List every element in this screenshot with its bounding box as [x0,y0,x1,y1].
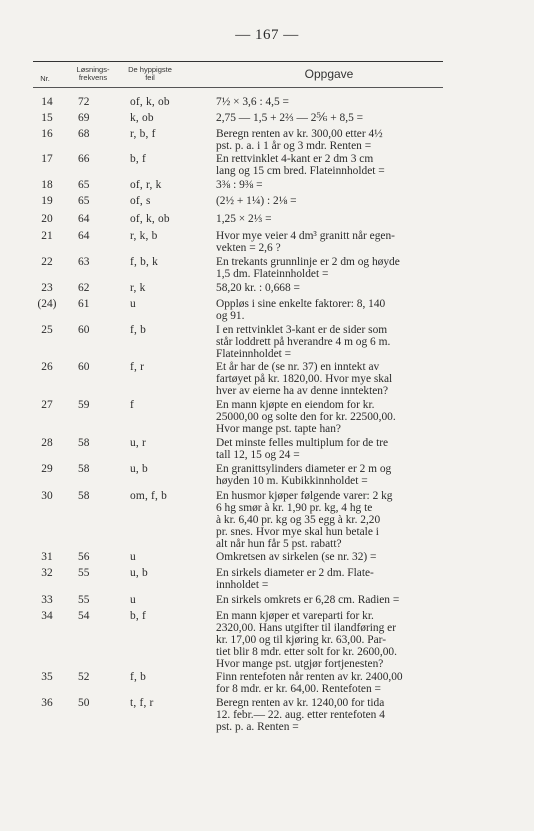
common-errors: b, f [130,153,146,165]
task-text-line: Hvor mye veier 4 dm³ granitt når egen- [216,230,395,242]
solution-frequency: 52 [78,671,90,683]
task-text-line: pr. snes. Hvor mye skal hun betale i [216,526,379,538]
task-text-line: kr. 17,00 og til kjøring kr. 63,00. Par- [216,634,386,646]
task-number: 33 [41,594,53,606]
solution-frequency: 58 [78,463,90,475]
task-text-line: høyden 10 m. Kubikkinnholdet = [216,475,368,487]
column-header-errors-line2: feil [145,73,155,82]
task-number: 30 [41,490,53,502]
task-text-line: tall 12, 15 og 24 = [216,449,300,461]
solution-frequency: 50 [78,697,90,709]
task-text-line: pst. p. a. Renten = [216,721,299,733]
task-number: (24) [37,298,57,310]
task-text-line: alt når hun får 5 pst. rabatt? [216,538,342,550]
solution-frequency: 61 [78,298,90,310]
task-text [216,96,446,108]
task-text-line: En rettvinklet 4-kant er 2 dm 3 cm [216,153,374,165]
header-bottom-rule [33,87,443,88]
common-errors: u [130,298,136,310]
task-number: 26 [41,361,53,373]
task-text [216,112,446,124]
task-text-line: 2,75 — 1,5 + 2⅔ — 2⅚ + 8,5 = [216,112,364,124]
common-errors: om, f, b [130,490,168,502]
common-errors: f, b [130,671,146,683]
task-number: 15 [41,112,53,124]
task-number: 19 [41,195,53,207]
common-errors: k, ob [130,112,154,124]
task-text-line: 7½ × 3,6 : 4,5 = [216,96,289,108]
task-text-line: Hvor mange pst. utgjør fortjenesten? [216,658,384,670]
page-number: — 167 — [235,27,299,43]
task-text-line: 3⅜ : 9⅜ = [216,179,263,191]
common-errors: t, f, r [130,697,154,709]
column-header-errors-line1: De hyppigste [128,65,172,74]
common-errors: of, r, k [130,179,162,191]
task-text [216,490,446,550]
task-number: 32 [41,567,53,579]
task-text [216,298,446,322]
task-text-line: 25000,00 og solte den for kr. 22500,00. [216,411,396,423]
solution-frequency: 55 [78,567,90,579]
column-header-frequency [66,66,120,82]
task-text-line: à kr. 6,40 pr. kg og 35 egg à kr. 2,20 [216,514,381,526]
task-text-line: 12. febr.— 22. aug. etter rentefoten 4 [216,709,385,721]
task-number: 16 [41,128,53,140]
solution-frequency: 72 [78,96,90,108]
task-text [216,437,446,461]
common-errors: f, b [130,324,146,336]
task-text-line: Et år har de (se nr. 37) en inntekt av [216,361,380,373]
common-errors: u [130,551,136,563]
task-text [216,551,446,563]
task-text-line: 1,5 dm. Flateinnholdet = [216,268,329,280]
task-text-line: En trekants grunnlinje er 2 dm og høyde [216,256,400,268]
task-text [216,282,446,294]
task-text-line: I en rettvinklet 3-kant er de sider som [216,324,388,336]
task-text [216,399,446,435]
task-number: 14 [41,96,53,108]
task-text-line: hver av eierne ha av denne inntekten? [216,385,389,397]
task-text-line: Det minste felles multiplum for de tre [216,437,389,449]
task-number: 25 [41,324,53,336]
solution-frequency: 55 [78,594,90,606]
task-number: 36 [41,697,53,709]
solution-frequency: 60 [78,324,90,336]
solution-frequency: 65 [78,179,90,191]
task-text-line: lang og 15 cm bred. Flateinnholdet = [216,165,385,177]
common-errors: u, b [130,463,148,475]
task-text-line: står loddrett på hverandre 4 m og 6 m. [216,336,391,348]
task-text-line: pst. p. a. i 1 år og 3 mdr. Renten = [216,140,372,152]
solution-frequency: 58 [78,437,90,449]
column-header-frequency-line2: frekvens [78,73,108,82]
task-text [216,324,446,360]
common-errors: u, r [130,437,146,449]
task-text [216,230,446,254]
task-number: 27 [41,399,53,411]
task-text [216,610,446,670]
task-text [216,213,446,225]
solution-frequency: 69 [78,112,90,124]
task-text [216,179,446,191]
common-errors: b, f [130,610,146,622]
task-text-line: Oppløs i sine enkelte faktorer: 8, 140 [216,298,386,310]
task-text-line: En sirkels diameter er 2 dm. Flate- [216,567,374,579]
task-text-line: fartøyet på kr. 1820,00. Hvor mye skal [216,373,393,385]
common-errors: of, k, ob [130,213,170,225]
task-number: 20 [41,213,53,225]
common-errors: u [130,594,136,606]
task-text [216,671,446,695]
common-errors: of, s [130,195,151,207]
task-text-line: 1,25 × 2⅓ = [216,213,272,225]
header-top-rule [33,61,443,62]
task-text-line: 6 hg smør à kr. 1,90 pr. kg, 4 hg te [216,502,373,514]
task-text [216,128,446,152]
solution-frequency: 68 [78,128,90,140]
task-text [216,361,446,397]
task-text-line: 2320,00. Hans utgifter til ilandføring er [216,622,396,634]
solution-frequency: 60 [78,361,90,373]
task-number: 21 [41,230,53,242]
solution-frequency: 66 [78,153,90,165]
task-text-line: tiet blir 8 mdr. etter solt for kr. 2600,00. [216,646,397,658]
solution-frequency: 59 [78,399,90,411]
common-errors: f, b, k [130,256,158,268]
task-number: 22 [41,256,53,268]
task-text-line: Hvor mange pst. tapte han? [216,423,341,435]
task-text-line: (2½ + 1¼) : 2⅛ = [216,195,297,207]
task-text-line: og 91. [216,310,245,322]
task-text-line: Finn rentefoten når renten av kr. 2400,00 [216,671,403,683]
column-header-task: Oppgave [304,67,354,81]
task-number: 35 [41,671,53,683]
solution-frequency: 56 [78,551,90,563]
solution-frequency: 63 [78,256,90,268]
task-text [216,153,446,177]
task-text-line: 58,20 kr. : 0,668 = [216,282,300,294]
task-text-line: En sirkels omkrets er 6,28 cm. Radien = [216,594,400,606]
column-header-nr: Nr. [40,74,50,83]
task-text [216,697,446,733]
solution-frequency: 65 [78,195,90,207]
task-text [216,256,446,280]
task-text-line: Omkretsen av sirkelen (se nr. 32) = [216,551,377,563]
task-text-line: En husmor kjøper følgende varer: 2 kg [216,490,393,502]
task-number: 28 [41,437,53,449]
column-header-errors [120,66,180,82]
common-errors: of, k, ob [130,96,170,108]
common-errors: r, k [130,282,146,294]
task-text-line: vekten = 2,6 ? [216,242,281,254]
task-number: 17 [41,153,53,165]
task-number: 18 [41,179,53,191]
task-number: 23 [41,282,53,294]
task-text-line: innholdet = [216,579,269,591]
common-errors: f [130,399,134,411]
solution-frequency: 62 [78,282,90,294]
column-header-frequency-line1: Løsnings- [76,65,110,74]
task-text-line: En mann kjøpte en eiendom for kr. [216,399,375,411]
task-text-line: Beregn renten av kr. 1240,00 for tida [216,697,385,709]
common-errors: r, b, f [130,128,156,140]
task-text-line: for 8 mdr. er kr. 64,00. Rentefoten = [216,683,381,695]
solution-frequency: 64 [78,230,90,242]
task-text [216,463,446,487]
solution-frequency: 54 [78,610,90,622]
solution-frequency: 58 [78,490,90,502]
common-errors: f, r [130,361,145,373]
task-text [216,567,446,591]
task-text-line: En granittsylinders diameter er 2 m og [216,463,392,475]
common-errors: r, k, b [130,230,158,242]
task-text [216,594,446,606]
task-text-line: Flateinnholdet = [216,348,292,360]
task-number: 31 [41,551,53,563]
task-number: 29 [41,463,53,475]
common-errors: u, b [130,567,148,579]
task-number: 34 [41,610,53,622]
solution-frequency: 64 [78,213,90,225]
task-text [216,195,446,207]
task-text-line: Beregn renten av kr. 300,00 etter 4½ [216,128,383,140]
task-text-line: En mann kjøper et vareparti for kr. [216,610,374,622]
